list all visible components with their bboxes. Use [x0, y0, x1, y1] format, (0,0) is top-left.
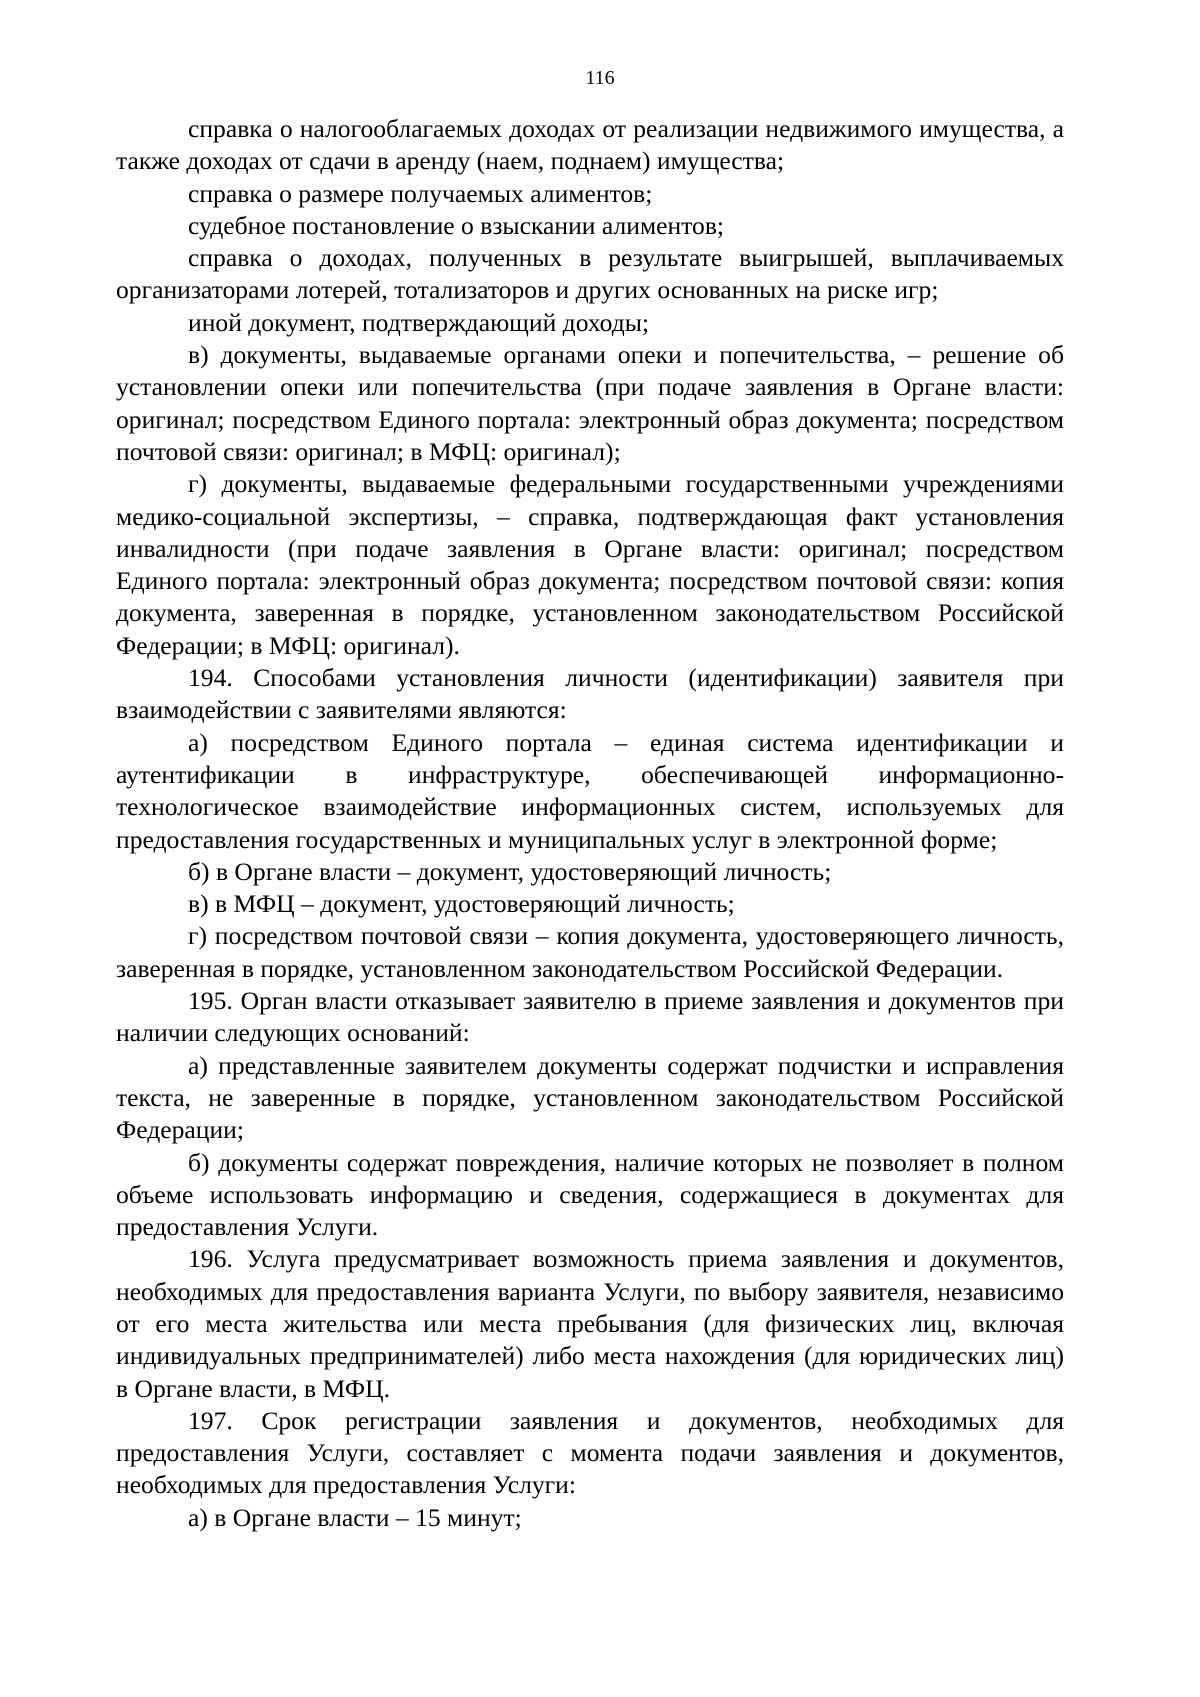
- paragraph: 195. Орган власти отказывает заявителю в приеме заявления и документов при наличии следующих оснований:: [116, 986, 1064, 1048]
- paragraph: 194. Способами установления личности (идентификации) заявителя при взаимодействии с заявителями являются:: [116, 663, 1064, 725]
- paragraph: а) представленные заявителем документы содержат подчистки и исправления текста, не заверенные в порядке, установленном законодательством Российской Федерации;: [116, 1050, 1064, 1145]
- paragraph: б) документы содержат повреждения, наличие которых не позволяет в полном объеме использовать информацию и сведения, содержащиеся в документах для предоставления Услуги.: [116, 1147, 1064, 1242]
- paragraph: справка о доходах, полученных в результате выигрышей, выплачиваемых организаторами лотерей, тотализаторов и других основанных на риске игр;: [116, 243, 1064, 305]
- paragraph: г) документы, выдаваемые федеральными государственными учреждениями медико-социальной экспертизы, – справка, подтверждающая факт установления инвалидности (при подаче заявления в Органе власти: оригинал; посредством Единого портала: электронный образ документа; посредством почтовой связи: копия документа, заверенная в порядке, установленном законодательством Российской Федерации; в МФЦ: оригинал).: [116, 469, 1064, 660]
- paragraph: а) посредством Единого портала – единая система идентификации и аутентификации в инфраструктуре, обеспечивающей информационно-технологическое взаимодействие информационных систем, используемых для предоставления государственных и муниципальных услуг в электронной форме;: [116, 727, 1064, 854]
- paragraph: иной документ, подтверждающий доходы;: [188, 307, 650, 337]
- paragraph: а) в Органе власти – 15 минут;: [188, 1502, 522, 1532]
- paragraph: справка о размере получаемых алиментов;: [188, 178, 653, 208]
- paragraph: в) документы, выдаваемые органами опеки и попечительства, – решение об установлении опеки или попечительства (при подаче заявления в Органе власти: оригинал; посредством Единого портала: электронный образ документа; посредством почтовой связи: оригинал; в МФЦ: оригинал);: [116, 340, 1064, 466]
- document-body: [116, 113, 1064, 1534]
- paragraph: справка о налогооблагаемых доходах от реализации недвижимого имущества, а также доходах от сдачи в аренду (наем, поднаем) имущества;: [116, 114, 1064, 176]
- page-number: 116: [585, 67, 615, 89]
- paragraph: судебное постановление о взыскании алиментов;: [188, 210, 725, 240]
- paragraph: 196. Услуга предусматривает возможность приема заявления и документов, необходимых для предоставления варианта Услуги, по выбору заявителя, независимо от его места жительства или места пребывания (для физических лиц, включая индивидуальных предпринимателей) либо места нахождения (для юридических лиц) в Органе власти, в МФЦ.: [116, 1244, 1064, 1403]
- paragraph: в) в МФЦ – документ, удостоверяющий личность;: [188, 889, 735, 919]
- paragraph: б) в Органе власти – документ, удостоверяющий личность;: [188, 856, 832, 886]
- paragraph: 197. Срок регистрации заявления и документов, необходимых для предоставления Услуги, составляет с момента подачи заявления и документов, необходимых для предоставления Услуги:: [116, 1405, 1064, 1500]
- paragraph: г) посредством почтовой связи – копия документа, удостоверяющего личность, заверенная в порядке, установленном законодательством Российской Федерации.: [116, 921, 1064, 983]
